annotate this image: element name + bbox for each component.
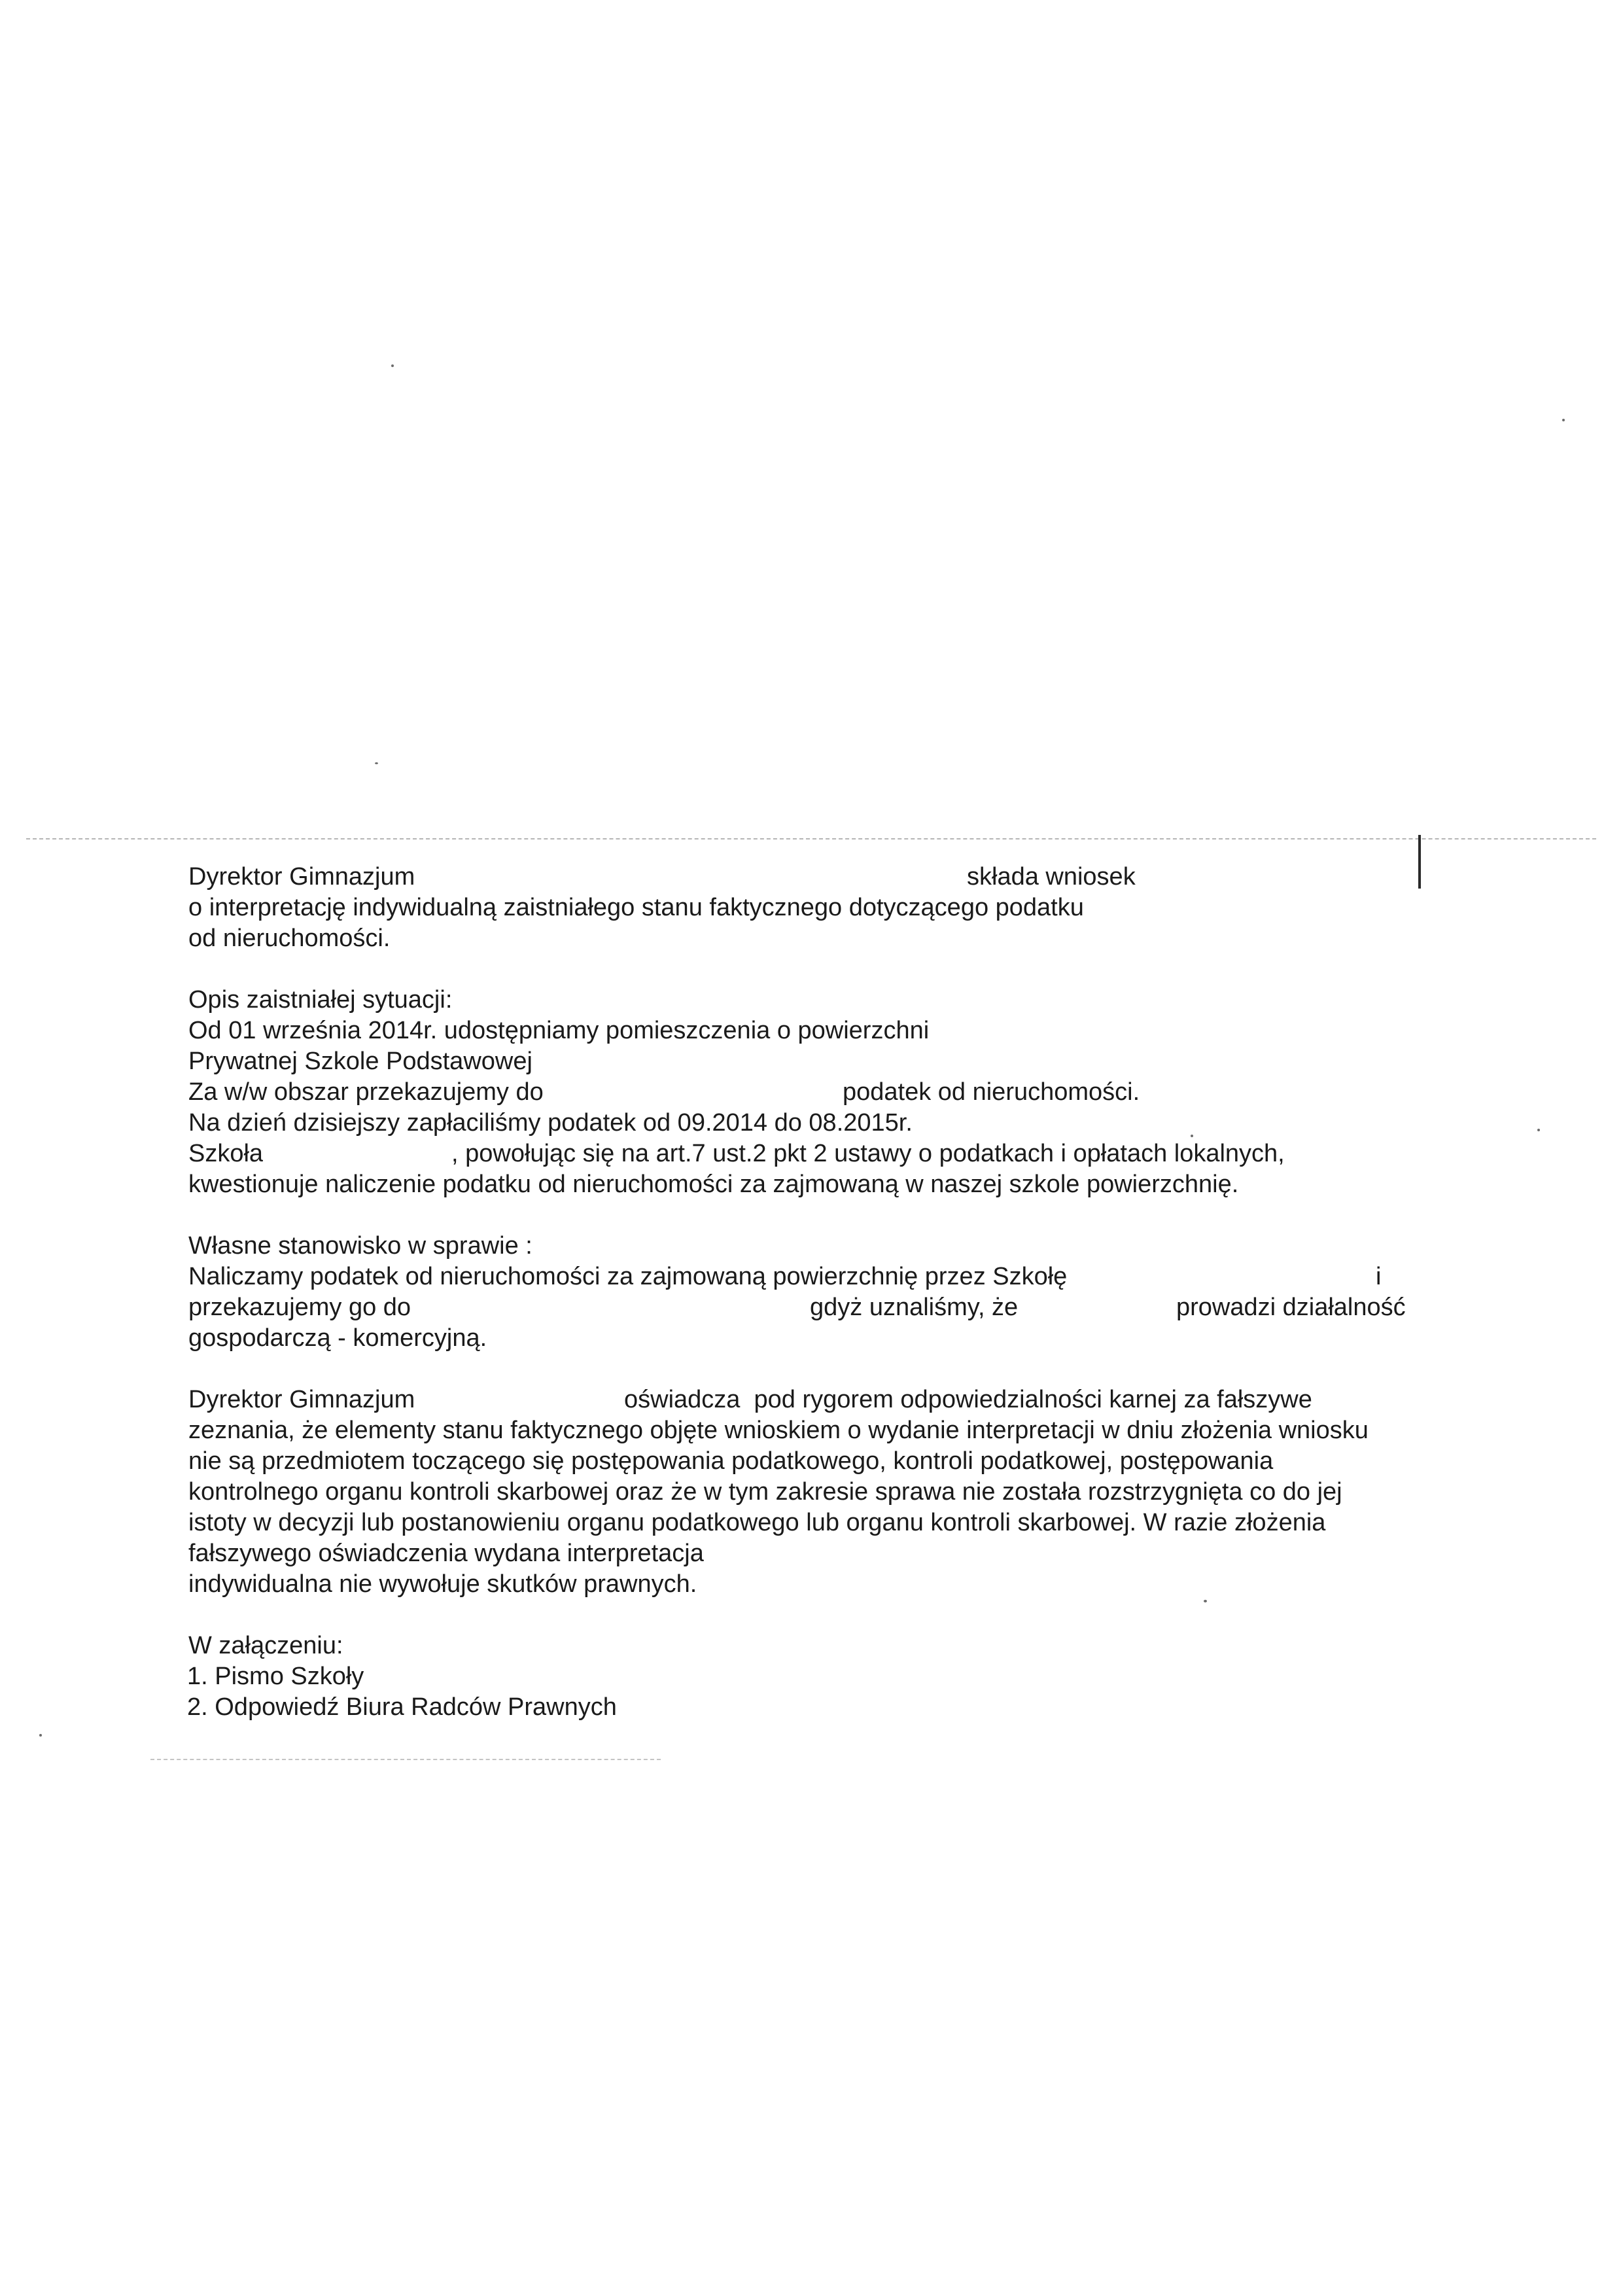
spacer (188, 1600, 1536, 1631)
attachments-heading: W załączeniu: (188, 1632, 343, 1659)
statement-line-6: fałszywego oświadczenia wydana interpretacja (188, 1540, 704, 1567)
statement-line1-right: oświadcza pod rygorem odpowiedzialności karnej za fałszywe (624, 1386, 1312, 1413)
scan-speck (1562, 419, 1565, 421)
position-line2-right: prowadzi działalność (1176, 1294, 1406, 1321)
scan-speck (1537, 1129, 1540, 1131)
statement-line-3: nie są przedmiotem toczącego się postępowania podatkowego, kontroli podatkowej, postępowania (188, 1447, 1274, 1475)
intro-line-2: o interpretację indywidualną zaistniałego stanu faktycznego dotyczącego podatku (188, 894, 1084, 921)
scan-top-edge-line (26, 838, 1596, 839)
position-line-2 (188, 1292, 1536, 1323)
intro-line-3: od nieruchomości. (188, 925, 391, 952)
situation-line-4: Na dzień dzisiejszy zapłaciliśmy podatek od 09.2014 do 08.2015r. (188, 1109, 913, 1137)
situation-line3-left: Za w/w obszar przekazujemy do (188, 1078, 544, 1106)
statement-line-2: zeznania, że elementy stanu faktycznego objęte wnioskiem o wydanie interpretacji w dniu złożenia wniosku (188, 1417, 1369, 1444)
attachment-item: 2. Odpowiedź Biura Radców Prawnych (187, 1693, 617, 1721)
position-line-3: gospodarczą - komercyjną. (188, 1324, 487, 1352)
situation-heading: Opis zaistniałej sytuacji: (188, 986, 453, 1014)
intro-line-1 (188, 862, 1536, 892)
situation-line-6: kwestionuje naliczenie podatku od nieruchomości za zajmowaną w naszej szkole powierzchnię. (188, 1171, 1239, 1198)
statement-line1-left: Dyrektor Gimnazjum (188, 1386, 415, 1413)
situation-line5-right: , powołując się na art.7 ust.2 pkt 2 ustawy o podatkach i opłatach lokalnych, (451, 1140, 1285, 1167)
situation-line3-right: podatek od nieruchomości. (843, 1078, 1140, 1106)
scan-speck (39, 1734, 42, 1737)
spacer (188, 954, 1536, 985)
scan-speck (375, 762, 378, 764)
situation-line5-left: Szkoła (188, 1140, 264, 1167)
statement-line-4: kontrolnego organu kontroli skarbowej oraz że w tym zakresie sprawa nie została rozstrzygnięta co do jej (188, 1478, 1342, 1506)
scan-speck (391, 364, 394, 367)
attachment-item: 1. Pismo Szkoły (187, 1663, 364, 1690)
scan-bottom-edge-line (150, 1759, 661, 1760)
statement-line-5: istoty w decyzji lub postanowieniu organu podatkowego lub organu kontroli skarbowej. W razie złożenia (188, 1509, 1326, 1536)
intro-line1-right: składa wniosek (967, 863, 1136, 891)
spacer (188, 1354, 1536, 1385)
intro-line1-left: Dyrektor Gimnazjum (188, 863, 415, 891)
position-line2-left: przekazujemy go do (188, 1294, 411, 1321)
situation-line-1: Od 01 września 2014r. udostępniamy pomieszczenia o powierzchni (188, 1017, 930, 1044)
situation-line-2: Prywatnej Szkole Podstawowej (188, 1048, 532, 1075)
situation-line-3 (188, 1077, 1536, 1108)
letter-body (188, 862, 1536, 1723)
statement-line-7: indywidualna nie wywołuje skutków prawnych. (188, 1570, 697, 1598)
spacer (188, 1200, 1536, 1231)
statement-line-1 (188, 1385, 1536, 1415)
position-line1-left: Naliczamy podatek od nieruchomości za zajmowaną powierzchnię przez Szkołę (188, 1263, 1068, 1290)
situation-line-5 (188, 1139, 1536, 1169)
position-line-1 (188, 1262, 1536, 1292)
position-line1-right: i (1376, 1263, 1382, 1290)
position-heading: Własne stanowisko w sprawie : (188, 1232, 532, 1260)
position-line2-mid: gdyż uznaliśmy, że (810, 1294, 1019, 1321)
